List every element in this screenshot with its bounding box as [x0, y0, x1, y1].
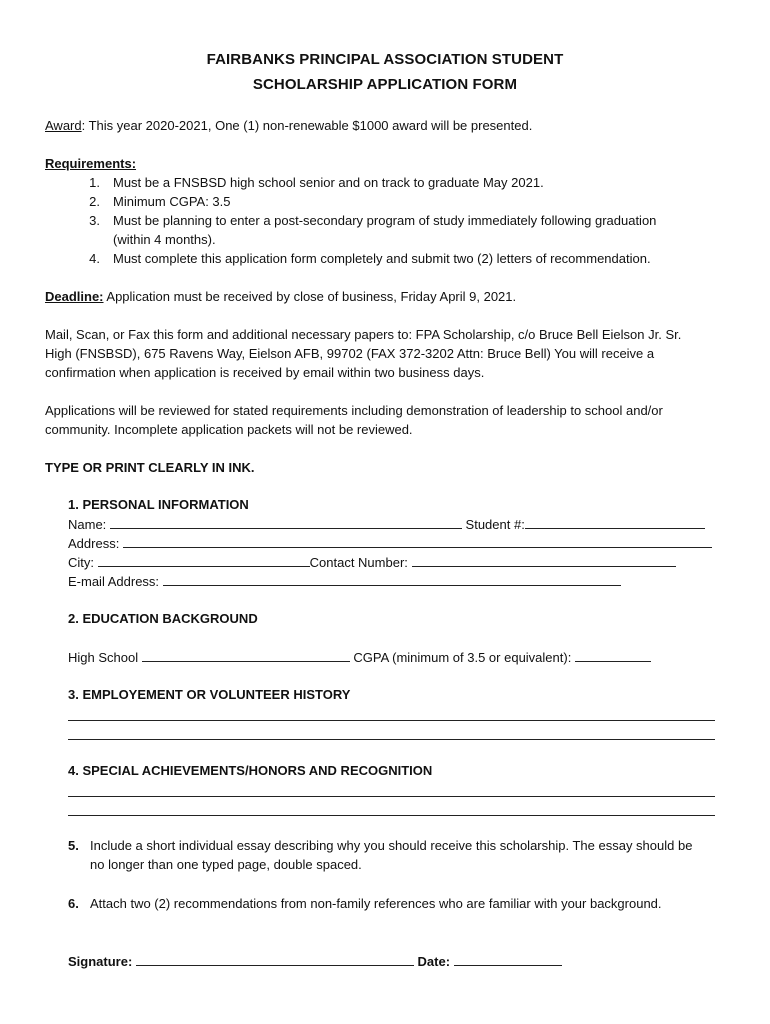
- high-school-label: High School: [68, 650, 139, 665]
- requirement-text: Must complete this application form completely and submit two (2) letters of recommendation.: [113, 251, 651, 266]
- section-personal-heading: 1. PERSONAL INFORMATION: [68, 497, 249, 512]
- employment-answer-line[interactable]: [68, 739, 715, 740]
- education-row: [68, 649, 651, 666]
- address-row: [68, 535, 712, 552]
- section-education-heading: 2. EDUCATION BACKGROUND: [68, 611, 258, 626]
- address-label: Address:: [68, 536, 120, 551]
- attach-number: 6.: [68, 896, 79, 911]
- date-label: Date:: [417, 954, 451, 969]
- form-title-line1: FAIRBANKS PRINCIPAL ASSOCIATION STUDENT: [206, 51, 564, 68]
- requirements-label: Requirements:: [45, 156, 137, 171]
- achievements-answer-line[interactable]: [68, 796, 715, 797]
- section-achievements-heading: 4. SPECIAL ACHIEVEMENTS/HONORS AND RECOGNITION: [68, 763, 433, 778]
- email-label: E-mail Address:: [68, 574, 160, 589]
- requirement-number: 3.: [89, 213, 100, 228]
- achievements-answer-line[interactable]: [68, 815, 715, 816]
- mail-instructions-line: High (FNSBSD), 675 Ravens Way, Eielson AFB, 99702 (FAX 372-3202 Attn: Bruce Bell) You will receive a: [45, 346, 655, 361]
- form-title-line2: SCHOLARSHIP APPLICATION FORM: [252, 76, 518, 93]
- award-text: : This year 2020-2021, One (1) non-renewable $1000 award will be presented.: [81, 118, 533, 133]
- requirement-number: 1.: [89, 175, 100, 190]
- city-label: City:: [68, 555, 94, 570]
- mail-instructions-line: Mail, Scan, or Fax this form and additional necessary papers to: FPA Scholarship, c/o Bruce Bell Eielson Jr. Sr.: [45, 327, 682, 342]
- name-row: [68, 516, 705, 533]
- essay-text-line: no longer than one typed page, double spaced.: [90, 857, 362, 872]
- deadline-label: Deadline:: [45, 289, 104, 304]
- cgpa-label: CGPA (minimum of 3.5 or equivalent):: [353, 650, 572, 665]
- essay-text-line: Include a short individual essay describing why you should receive this scholarship. The essay should be: [90, 838, 693, 853]
- award-label: Award: [45, 118, 82, 133]
- student-number-label: Student #:: [465, 517, 525, 532]
- name-label: Name:: [68, 517, 107, 532]
- deadline-text: Application must be received by close of business, Friday April 9, 2021.: [103, 289, 517, 304]
- review-paragraph-line: community. Incomplete application packets will not be reviewed.: [45, 422, 413, 437]
- requirement-number: 4.: [89, 251, 100, 266]
- requirement-text: Must be a FNSBSD high school senior and on track to graduate May 2021.: [113, 175, 544, 190]
- contact-number-label: Contact Number:: [309, 555, 408, 570]
- address-field[interactable]: [123, 535, 712, 548]
- signature-label: Signature:: [68, 954, 133, 969]
- city-field[interactable]: [98, 554, 310, 567]
- city-row: [68, 554, 676, 571]
- requirement-text: Minimum CGPA: 3.5: [113, 194, 231, 209]
- date-field[interactable]: [454, 953, 562, 966]
- attach-text: Attach two (2) recommendations from non-family references who are familiar with your background.: [90, 896, 662, 911]
- ink-instruction: TYPE OR PRINT CLEARLY IN INK.: [45, 460, 255, 475]
- contact-number-field[interactable]: [412, 554, 676, 567]
- high-school-field[interactable]: [142, 649, 350, 662]
- review-paragraph-line: Applications will be reviewed for stated requirements including demonstration of leadership to school and/or: [45, 403, 663, 418]
- email-field[interactable]: [163, 573, 621, 586]
- student-number-field[interactable]: [525, 516, 705, 529]
- mail-instructions-line: confirmation when application is received by email within two business days.: [45, 365, 485, 380]
- cgpa-field[interactable]: [575, 649, 651, 662]
- signature-row: [68, 953, 562, 970]
- signature-field[interactable]: [136, 953, 414, 966]
- requirement-text: Must be planning to enter a post-secondary program of study immediately following graduation: [113, 213, 657, 228]
- section-employment-heading: 3. EMPLOYEMENT OR VOLUNTEER HISTORY: [68, 687, 351, 702]
- email-row: [68, 573, 621, 590]
- requirement-continuation: (within 4 months).: [113, 232, 216, 247]
- deadline-paragraph: [45, 289, 516, 305]
- requirement-number: 2.: [89, 194, 100, 209]
- essay-number: 5.: [68, 838, 79, 853]
- name-field[interactable]: [110, 516, 462, 529]
- award-paragraph: [45, 118, 532, 134]
- employment-answer-line[interactable]: [68, 720, 715, 721]
